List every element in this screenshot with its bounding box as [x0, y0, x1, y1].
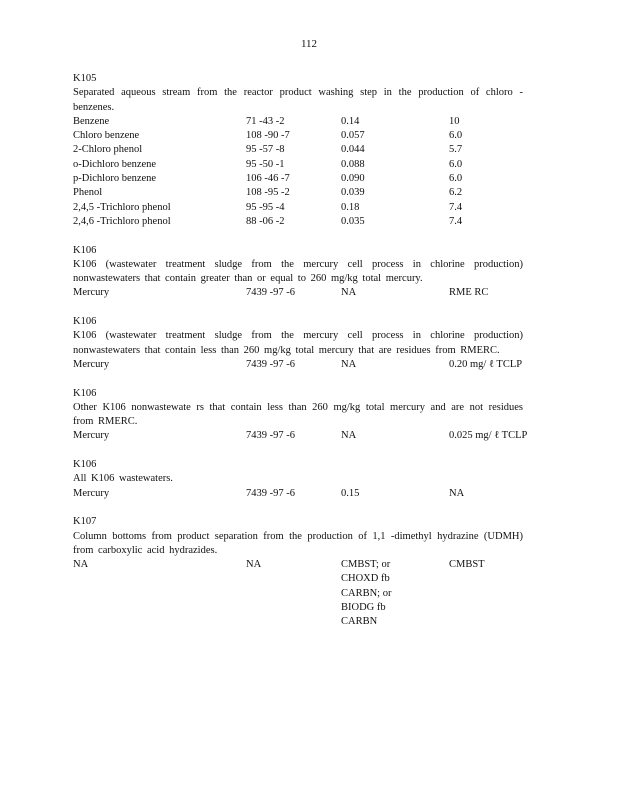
table-row [73, 186, 523, 200]
wastewater-standard: 0.088 [341, 158, 365, 170]
waste-section [73, 515, 523, 629]
technology-code-line: CMBST; or [341, 559, 391, 571]
wastewater-standard: 0.035 [341, 215, 365, 227]
nonwastewater-standard: 10 [449, 115, 460, 127]
table-row [73, 487, 523, 501]
waste-section [73, 315, 523, 372]
constituent-name: 2,4,6 -Trichloro phenol [73, 215, 171, 227]
waste-description: All K106 wastewaters. [73, 473, 173, 485]
waste-code: K106 [73, 459, 97, 471]
table-row [73, 558, 523, 629]
table-row [73, 158, 523, 172]
nonwastewater-standard: 6.0 [449, 158, 463, 170]
waste-section [73, 387, 528, 444]
table-row [73, 429, 528, 443]
technology-code-line: CARBN [341, 616, 378, 628]
wastewater-standard: NA [341, 358, 357, 370]
table-row [73, 143, 523, 157]
cas-number: 95 -57 -8 [246, 144, 285, 156]
wastewater-standard: 0.039 [341, 187, 365, 199]
waste-description: Separated aqueous stream from the reactor product washing step in the production of chloro - benzenes. [73, 87, 523, 113]
technology-code-line: CHOXD fb [341, 573, 390, 585]
constituent-name: Chloro benzene [73, 130, 140, 142]
constituent-name: Mercury [73, 430, 110, 442]
table-row [73, 129, 523, 143]
wastewater-standard: 0.090 [341, 173, 365, 185]
constituent-name: NA [73, 559, 89, 571]
constituent-name: 2,4,5 -Trichloro phenol [73, 201, 171, 213]
cas-number: 106 -46 -7 [246, 173, 290, 185]
nonwastewater-standard: CMBST [449, 559, 485, 571]
nonwastewater-standard: NA [449, 487, 465, 499]
wastewater-standard: 0.057 [341, 130, 365, 142]
waste-code: K106 [73, 387, 97, 399]
cas-number: 7439 -97 -6 [246, 430, 295, 442]
cas-number: 95 -50 -1 [246, 158, 285, 170]
table-row [73, 115, 523, 129]
nonwastewater-standard: RME RC [449, 287, 489, 299]
cas-number: 88 -06 -2 [246, 215, 285, 227]
cas-number: 7439 -97 -6 [246, 487, 295, 499]
nonwastewater-standard: 0.025 mg/ ℓ TCLP [449, 430, 528, 442]
table-row [73, 215, 523, 229]
wastewater-standard: NA [341, 287, 357, 299]
nonwastewater-standard: 5.7 [449, 144, 463, 156]
wastewater-standard: 0.044 [341, 144, 365, 156]
technology-code-line: CARBN; or [341, 587, 392, 599]
nonwastewater-standard: 7.4 [449, 201, 463, 213]
cas-number: 71 -43 -2 [246, 115, 285, 127]
wastewater-standard: 0.18 [341, 201, 360, 213]
nonwastewater-standard: 6.0 [449, 173, 463, 185]
table-row [73, 201, 523, 215]
cas-number: 7439 -97 -6 [246, 358, 295, 370]
nonwastewater-standard: 7.4 [449, 215, 463, 227]
table-row [73, 358, 523, 372]
constituent-name: o-Dichloro benzene [73, 158, 157, 170]
technology-code-line: BIODG fb [341, 601, 386, 613]
nonwastewater-standard: 6.0 [449, 130, 463, 142]
waste-description: K106 (wastewater treatment sludge from the mercury cell process in chlorine production) nonwastewaters that contain greater than or equal to 260 mg/kg total mercury. [73, 258, 523, 285]
wastewater-standard [341, 558, 391, 629]
cas-number: 108 -90 -7 [246, 130, 290, 142]
table-row [73, 286, 523, 300]
cas-number: 7439 -97 -6 [246, 287, 295, 299]
constituent-name: Benzene [73, 115, 110, 127]
constituent-name: p-Dichloro benzene [73, 173, 157, 185]
constituent-name: Mercury [73, 358, 110, 370]
constituent-name: 2-Chloro phenol [73, 144, 143, 156]
cas-number: NA [246, 559, 262, 571]
constituent-name: Mercury [73, 287, 110, 299]
table-row [73, 172, 523, 186]
nonwastewater-standard: 6.2 [449, 187, 463, 199]
wastewater-standard: 0.14 [341, 115, 360, 127]
waste-code: K105 [73, 73, 97, 84]
wastewater-standard: NA [341, 430, 357, 442]
nonwastewater-standard: 0.20 mg/ ℓ TCLP [449, 358, 523, 370]
document-body [73, 72, 528, 644]
waste-code: K106 [73, 316, 97, 328]
waste-description: K106 (wastewater treatment sludge from the mercury cell process in chlorine production) nonwastewaters that contain less than 260 mg/kg total mercury that are residues from RMERC. [73, 330, 523, 356]
page-number: 112 [300, 38, 318, 50]
cas-number: 95 -95 -4 [246, 201, 285, 213]
waste-description: Other K106 nonwastewate rs that contain less than 260 mg/kg total mercury and are not residues from RMERC. [73, 401, 523, 428]
waste-description: Column bottoms from product separation from the production of 1,1 -dimethyl hydrazine (UDMH) from carboxylic acid hydrazides. [73, 530, 523, 556]
waste-section [73, 458, 523, 501]
waste-section [73, 72, 523, 229]
cas-number: 108 -95 -2 [246, 187, 290, 199]
wastewater-standard: 0.15 [341, 487, 360, 499]
waste-code: K107 [73, 516, 97, 528]
constituent-name: Mercury [73, 487, 110, 499]
waste-code: K106 [73, 244, 97, 256]
constituent-name: Phenol [73, 187, 103, 199]
waste-section [73, 244, 523, 301]
